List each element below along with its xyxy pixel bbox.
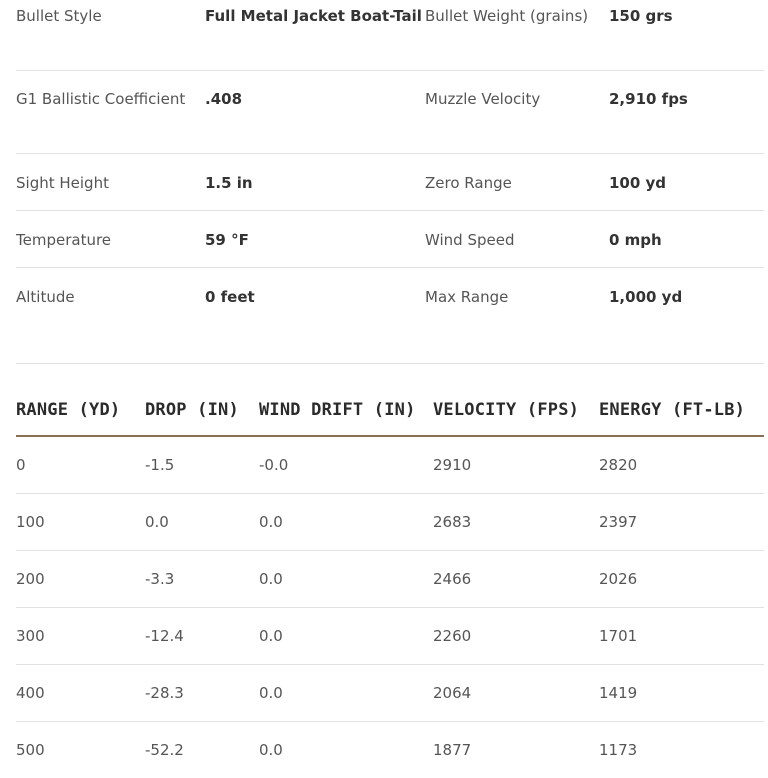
cell-velocity: 2683 xyxy=(433,494,599,551)
spec-value: 0 feet xyxy=(205,268,425,325)
cell-velocity: 1877 xyxy=(433,722,599,778)
column-header-wind-drift: WIND DRIFT (IN) xyxy=(259,400,433,436)
load-specs-table xyxy=(16,0,764,324)
spec-value: 0 mph xyxy=(609,211,764,268)
spec-value: Full Metal Jacket Boat-Tail xyxy=(205,0,425,71)
cell-velocity: 2910 xyxy=(433,436,599,494)
column-header-range: RANGE (YD) xyxy=(16,400,145,436)
cell-range: 400 xyxy=(16,665,145,722)
cell-wind-drift: 0.0 xyxy=(259,551,433,608)
cell-energy: 2026 xyxy=(599,551,764,608)
spec-label: Wind Speed xyxy=(425,211,609,268)
cell-drop: -52.2 xyxy=(145,722,259,778)
cell-range: 300 xyxy=(16,608,145,665)
table-row xyxy=(16,494,764,551)
table-row xyxy=(16,608,764,665)
spec-row xyxy=(16,154,764,211)
cell-wind-drift: -0.0 xyxy=(259,436,433,494)
table-header-row xyxy=(16,400,764,436)
cell-drop: 0.0 xyxy=(145,494,259,551)
spec-label: Max Range xyxy=(425,268,609,325)
cell-energy: 2397 xyxy=(599,494,764,551)
cell-energy: 1419 xyxy=(599,665,764,722)
cell-wind-drift: 0.0 xyxy=(259,494,433,551)
cell-range: 500 xyxy=(16,722,145,778)
spec-value: 59 °F xyxy=(205,211,425,268)
column-header-drop: DROP (IN) xyxy=(145,400,259,436)
table-row xyxy=(16,551,764,608)
cell-drop: -1.5 xyxy=(145,436,259,494)
column-header-energy: ENERGY (FT-LB) xyxy=(599,400,764,436)
ballistics-table xyxy=(16,400,764,778)
spec-value: 2,910 fps xyxy=(609,71,764,154)
cell-velocity: 2064 xyxy=(433,665,599,722)
cell-velocity: 2466 xyxy=(433,551,599,608)
table-row xyxy=(16,665,764,722)
spec-value: .408 xyxy=(205,71,425,154)
cell-drop: -3.3 xyxy=(145,551,259,608)
spec-label: Bullet Style xyxy=(16,0,205,71)
spec-label: G1 Ballistic Coefficient xyxy=(16,71,205,154)
spec-label: Bullet Weight (grains) xyxy=(425,0,609,71)
cell-drop: -12.4 xyxy=(145,608,259,665)
cell-energy: 1173 xyxy=(599,722,764,778)
cell-wind-drift: 0.0 xyxy=(259,722,433,778)
spec-row xyxy=(16,71,764,154)
spec-label: Sight Height xyxy=(16,154,205,211)
spec-label: Muzzle Velocity xyxy=(425,71,609,154)
cell-wind-drift: 0.0 xyxy=(259,665,433,722)
spec-label: Zero Range xyxy=(425,154,609,211)
column-header-velocity: VELOCITY (FPS) xyxy=(433,400,599,436)
table-row xyxy=(16,722,764,778)
cell-range: 0 xyxy=(16,436,145,494)
cell-velocity: 2260 xyxy=(433,608,599,665)
table-row xyxy=(16,436,764,494)
section-divider xyxy=(16,363,764,364)
cell-range: 100 xyxy=(16,494,145,551)
cell-wind-drift: 0.0 xyxy=(259,608,433,665)
spec-label: Altitude xyxy=(16,268,205,325)
ballistics-panel xyxy=(16,0,764,778)
cell-energy: 1701 xyxy=(599,608,764,665)
spec-label: Temperature xyxy=(16,211,205,268)
spec-row xyxy=(16,211,764,268)
spec-value: 1,000 yd xyxy=(609,268,764,325)
spec-row xyxy=(16,268,764,325)
spec-row xyxy=(16,0,764,71)
spec-value: 1.5 in xyxy=(205,154,425,211)
spec-value: 100 yd xyxy=(609,154,764,211)
cell-energy: 2820 xyxy=(599,436,764,494)
cell-range: 200 xyxy=(16,551,145,608)
cell-drop: -28.3 xyxy=(145,665,259,722)
spec-value: 150 grs xyxy=(609,0,764,71)
